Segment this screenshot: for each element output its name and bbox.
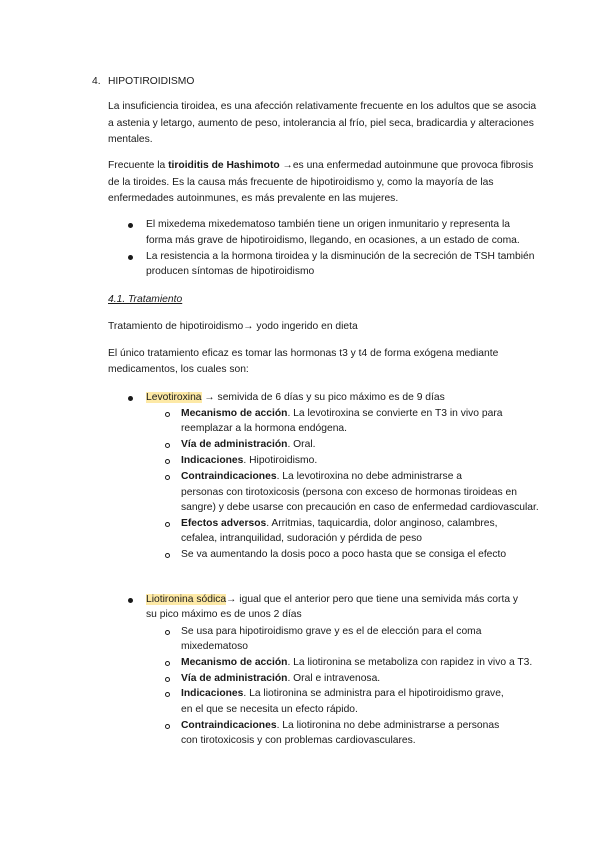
liotironina-desc-line2: su pico máximo es de unos 2 días bbox=[146, 609, 302, 620]
levotiroxina-desc: → semivida de 6 días y su pico máximo es de 9 días bbox=[201, 392, 445, 403]
sub-bullet bbox=[165, 475, 170, 480]
lio-uso-line2: mixedematoso bbox=[181, 641, 248, 652]
item-label: Efectos adversos bbox=[181, 518, 267, 529]
item-label: Contraindicaciones bbox=[181, 471, 277, 482]
item-label: Vía de administración bbox=[181, 673, 288, 684]
sub-bullet bbox=[165, 553, 170, 558]
bullet-dot bbox=[128, 598, 133, 603]
intro-bullet2-line2: producen síntomas de hipotiroidismo bbox=[146, 266, 315, 277]
levo-dosis: Se va aumentando la dosis poco a poco hasta que se consiga el efecto bbox=[181, 549, 507, 560]
item-label: Indicaciones bbox=[181, 688, 244, 699]
levotiroxina-name: Levotiroxina bbox=[146, 392, 202, 403]
bullet-dot bbox=[128, 396, 133, 401]
liotironina-name: Liotironina sódica bbox=[146, 594, 227, 605]
levo-indicaciones bbox=[181, 454, 317, 467]
item-label: Vía de administración bbox=[181, 439, 288, 450]
sub-bullet bbox=[165, 661, 170, 666]
sub-bullet bbox=[165, 692, 170, 697]
sub-bullet bbox=[165, 522, 170, 527]
intro-p2-post: →es una enfermedad autoinmune que provoca fibrosis bbox=[279, 160, 534, 171]
liotironina-heading bbox=[146, 593, 518, 606]
item-text: . Hipotiroidismo. bbox=[243, 455, 318, 466]
lio-contra-line1 bbox=[181, 719, 499, 732]
item-label: Mecanismo de acción bbox=[181, 408, 288, 419]
sub-bullet bbox=[165, 459, 170, 464]
item-text: . La liotironina no debe administrarse a personas bbox=[276, 720, 500, 731]
intro-bullet2-line1: La resistencia a la hormona tiroidea y la disminución de la secreción de TSH también bbox=[146, 251, 535, 262]
item-text: . La liotironina se metaboliza con rapidez in vivo a T3. bbox=[287, 657, 533, 668]
levo-mecanismo-line1 bbox=[181, 407, 502, 420]
sub-bullet bbox=[165, 677, 170, 682]
item-text: . La liotironina se administra para el hipotiroidismo grave, bbox=[243, 688, 504, 699]
lio-contra-line2: con tirotoxicosis y con problemas cardiovasculares. bbox=[181, 735, 416, 746]
intro-bullet1-line1: El mixedema mixedematoso también tiene un origen inmunitario y representa la bbox=[146, 219, 511, 230]
levo-contra-line2: personas con tirotoxicosis (persona con exceso de hormonas tiroideas en bbox=[181, 487, 517, 498]
item-label: Contraindicaciones bbox=[181, 720, 277, 731]
treatment-desc-line1: El único tratamiento eficaz es tomar las hormonas t3 y t4 de forma exógena mediante bbox=[108, 348, 499, 359]
sub-bullet bbox=[165, 412, 170, 417]
lio-via bbox=[181, 672, 380, 685]
treatment-desc-line2: medicamentos, los cuales son: bbox=[108, 364, 249, 375]
liotironina-desc: → igual que el anterior pero que tiene una semivida más corta y bbox=[226, 594, 519, 605]
sub-bullet bbox=[165, 443, 170, 448]
item-label: Mecanismo de acción bbox=[181, 657, 288, 668]
levo-efectos-line1 bbox=[181, 517, 498, 530]
item-label: Indicaciones bbox=[181, 455, 244, 466]
lio-indicaciones-line1 bbox=[181, 687, 504, 700]
levo-via bbox=[181, 438, 315, 451]
item-text: . La levotiroxina se convierte en T3 in vivo para bbox=[287, 408, 503, 419]
treatment-line: Tratamiento de hipotiroidismo→ yodo ingerido en dieta bbox=[108, 321, 358, 332]
levo-efectos-line2: cefalea, intranquilidad, sudoración y pérdida de peso bbox=[181, 533, 422, 544]
bullet-dot bbox=[128, 255, 133, 260]
intro-bullet1-line2: forma más grave de hipotiroidismo, llegando, en ocasiones, a un estado de coma. bbox=[146, 235, 520, 246]
sub-bullet bbox=[165, 630, 170, 635]
bullet-dot bbox=[128, 223, 133, 228]
intro-p2-pre: Frecuente la bbox=[108, 160, 169, 171]
item-text: . Arritmias, taquicardia, dolor anginoso, calambres, bbox=[266, 518, 498, 529]
item-text: . Oral. bbox=[287, 439, 316, 450]
intro-p1-line3: mentales. bbox=[108, 134, 153, 145]
levo-contra-line1 bbox=[181, 470, 462, 483]
levo-contra-line3: sangre) y debe usarse con precaución en caso de enfermedad cardiovascular. bbox=[181, 502, 539, 513]
lio-indicaciones-line2: en el que se necesita un efecto rápido. bbox=[181, 704, 358, 715]
lio-mecanismo bbox=[181, 656, 532, 669]
sub-bullet bbox=[165, 724, 170, 729]
item-text: . La levotiroxina no debe administrarse a bbox=[276, 471, 463, 482]
levotiroxina-heading bbox=[146, 391, 445, 404]
intro-p2-line3: enfermedades autoinmunes, es más prevalente en las mujeres. bbox=[108, 193, 399, 204]
subsection-title: 4.1. Tratamiento bbox=[108, 294, 183, 305]
intro-p2-line2: de la tiroides. Es la causa más frecuente de hipotiroidismo y, como la mayoría de las bbox=[108, 177, 494, 188]
levo-mecanismo-line2: reemplazar a la hormona endógena. bbox=[181, 423, 348, 434]
intro-p1-line2: a astenia y letargo, aumento de peso, intolerancia al frío, piel seca, bradicardia y alteraciones bbox=[108, 118, 534, 129]
section-number: 4. bbox=[92, 76, 101, 87]
intro-p1-line1: La insuficiencia tiroidea, es una afección relativamente frecuente en los adultos que se asocia bbox=[108, 101, 537, 112]
lio-uso-line1: Se usa para hipotiroidismo grave y es el de elección para el coma bbox=[181, 626, 482, 637]
hashimoto-term: tiroiditis de Hashimoto bbox=[168, 160, 280, 171]
intro-p2-line1 bbox=[108, 159, 533, 172]
item-text: . Oral e intravenosa. bbox=[287, 673, 381, 684]
page-title: HIPOTIROIDISMO bbox=[108, 76, 195, 87]
